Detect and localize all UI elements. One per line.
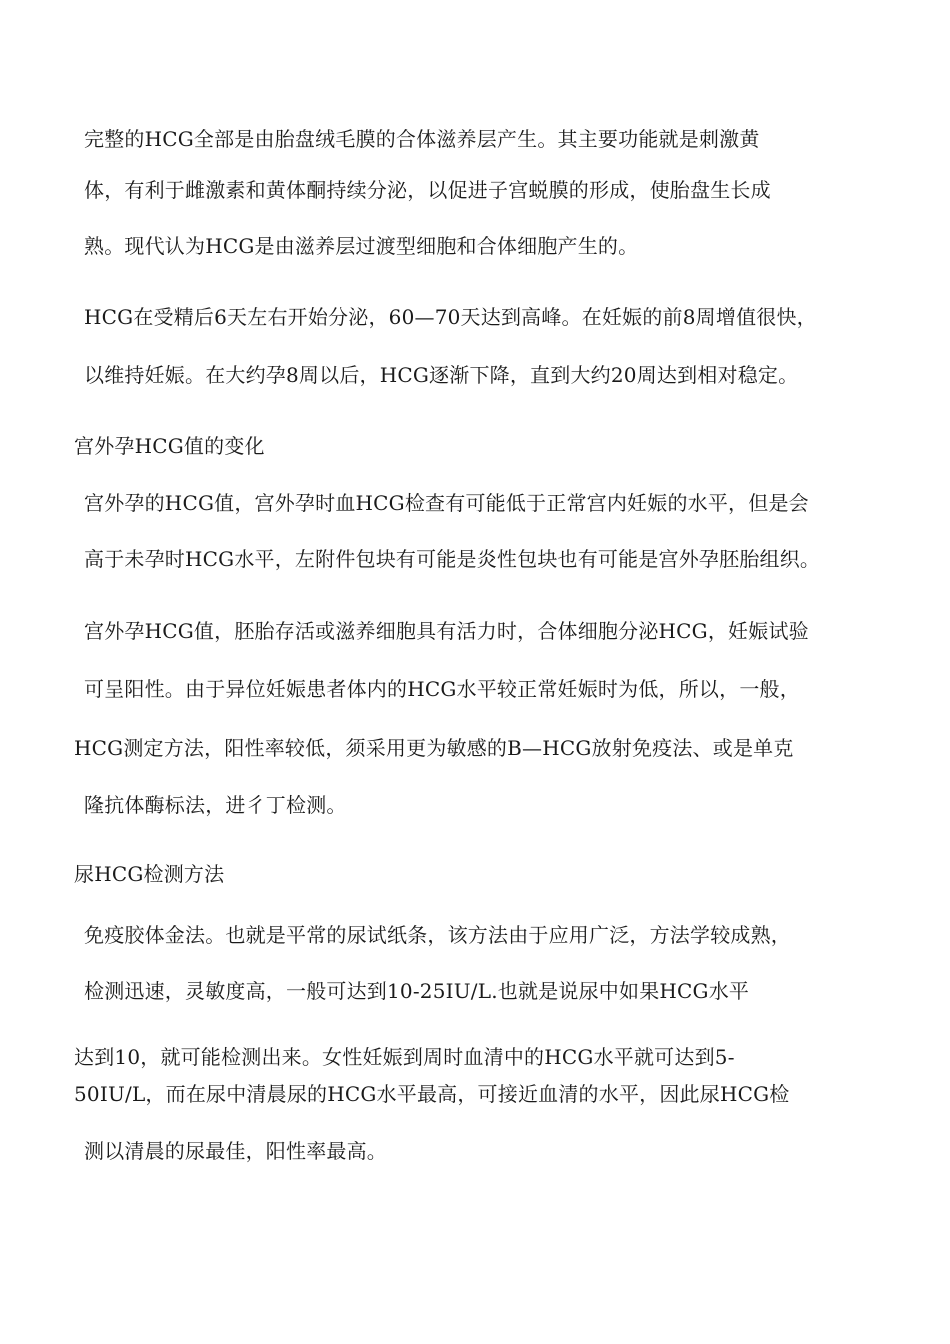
text-line: 可呈阳性。由于异位妊娠患者体内的HCG水平较正常妊娠时为低，所以，一般， bbox=[84, 677, 800, 701]
section-heading-urine-hcg: 尿HCG检测方法 bbox=[74, 862, 225, 886]
text-line: HCG在受精后6天左右开始分泌，60—70天达到高峰。在妊娠的前8周增值很快， bbox=[84, 305, 817, 329]
text-line: 检测迅速，灵敏度高，一般可达到10-25IU/L.也就是说尿中如果HCG水平 bbox=[84, 979, 750, 1003]
text-line: 宫外孕的HCG值，宫外孕时血HCG检查有可能低于正常宫内妊娠的水平，但是会 bbox=[84, 491, 809, 515]
text-line: 50IU/L，而在尿中清晨尿的HCG水平最高，可接近血清的水平，因此尿HCG检 bbox=[74, 1082, 790, 1106]
text-line: 熟。现代认为HCG是由滋养层过渡型细胞和合体细胞产生的。 bbox=[84, 234, 639, 258]
text-line: 以维持妊娠。在大约孕8周以后，HCG逐渐下降，直到大约20周达到相对稳定。 bbox=[84, 363, 799, 387]
text-line: 隆抗体酶标法，进彳丁检测。 bbox=[84, 793, 347, 817]
text-line: 体，有利于雌激素和黄体酮持续分泌，以促进子宫蜕膜的形成，使胎盘生长成 bbox=[84, 178, 771, 202]
text-line: 完整的HCG全部是由胎盘绒毛膜的合体滋养层产生。其主要功能就是刺激黄 bbox=[84, 127, 760, 151]
section-heading-ectopic-hcg: 宫外孕HCG值的变化 bbox=[74, 434, 265, 458]
text-line: 达到10，就可能检测出来。女性妊娠到周时血清中的HCG水平就可达到5- bbox=[74, 1045, 735, 1069]
text-line: 测以清晨的尿最佳，阳性率最高。 bbox=[84, 1139, 387, 1163]
text-line: 高于未孕时HCG水平，左附件包块有可能是炎性包块也有可能是宫外孕胚胎组织。 bbox=[84, 547, 821, 571]
text-line: HCG测定方法，阳性率较低，须采用更为敏感的B—HCG放射免疫法、或是单克 bbox=[74, 736, 794, 760]
text-line: 宫外孕HCG值，胚胎存活或滋养细胞具有活力时，合体细胞分泌HCG，妊娠试验 bbox=[84, 619, 809, 643]
text-line: 免疫胶体金法。也就是平常的尿试纸条，该方法由于应用广泛，方法学较成熟， bbox=[84, 923, 791, 947]
